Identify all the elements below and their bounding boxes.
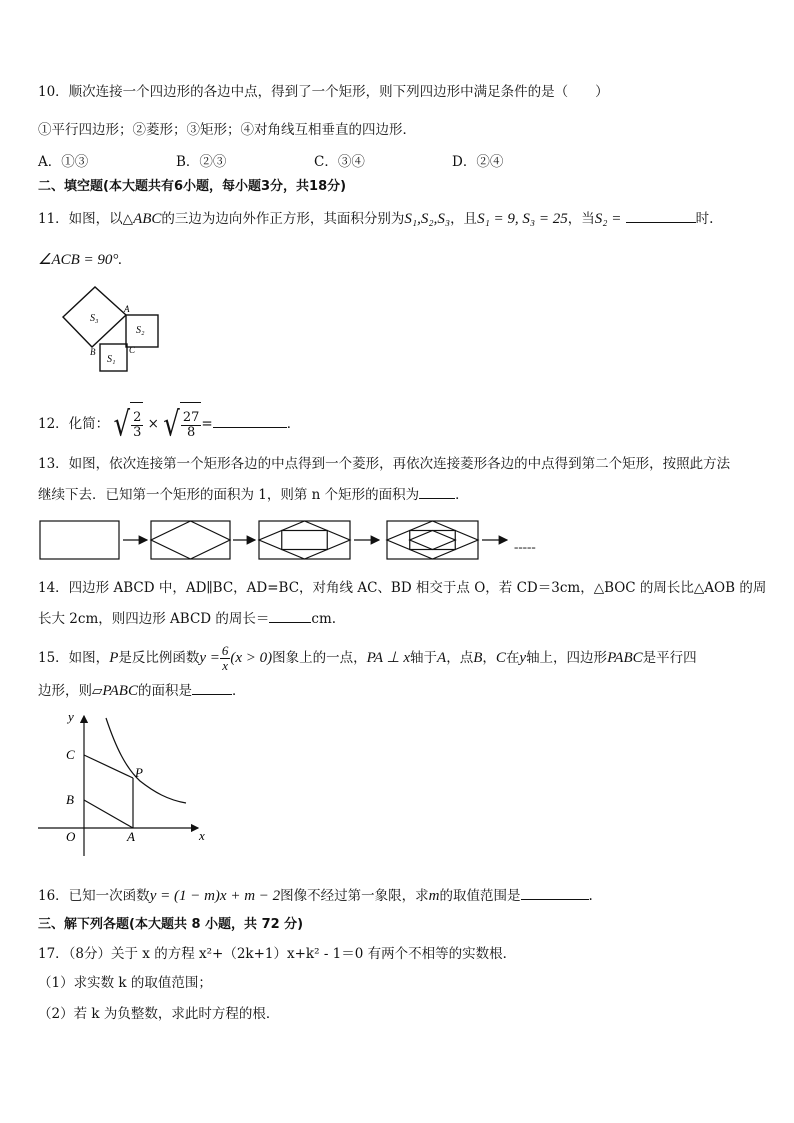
q15-a: A (437, 650, 447, 666)
q15-t7: 轴上，四边形 (526, 650, 608, 666)
q11-pre: 11．如图，以△ (38, 211, 134, 227)
q11-abc: ABC (133, 211, 162, 227)
q11-stem (38, 208, 713, 229)
q12-pre: 12．化简： (38, 416, 110, 432)
label-a: A (124, 304, 130, 314)
q11-figure (40, 285, 165, 377)
label-x: x (199, 828, 205, 843)
q15-fraction (220, 644, 231, 673)
q13-rect-3 (259, 521, 350, 559)
q13-rhombus-3 (259, 521, 350, 559)
q11-s123: S₁,S₂,S₃ (404, 211, 451, 227)
q13-rect-4 (387, 521, 478, 559)
hyperbola-curve (106, 718, 186, 803)
section-3-heading: 三、解下列各题(本大题共 8 小题，共 72 分) (38, 917, 304, 932)
q14-answer-blank (269, 608, 311, 623)
q15-figure (36, 708, 216, 858)
q13-figure (36, 518, 556, 564)
q14-line2b: cm. (311, 611, 337, 627)
q15-t5: ， (482, 650, 496, 666)
q15-t4: ，点 (446, 650, 474, 666)
q15-line2-pabc: PABC (102, 683, 138, 699)
q11-s2: S₂ = (594, 211, 622, 227)
label-s1: S₁ (107, 354, 116, 365)
q10-option-b: B．②③ (176, 154, 227, 170)
q16-mid: 图像不经过第一象限，求 (280, 888, 429, 904)
q15-line2 (38, 680, 245, 701)
q11-end: 时. (695, 211, 714, 227)
segment-ba (84, 800, 133, 828)
q13-rhombus-2 (151, 521, 230, 559)
q12-frac1-num: 2 (133, 410, 142, 425)
q15-pa: PA ⊥ x (366, 650, 411, 666)
q15-t1: 是反比例函数 (118, 650, 200, 666)
q11-answer-blank (626, 208, 696, 223)
q16-answer-blank (521, 885, 589, 900)
q15-line1 (38, 638, 697, 678)
q16-fn: y = (1 − m)x + m − 2 (149, 888, 281, 904)
q16-m: m (428, 888, 440, 904)
q16-pre: 16．已知一次函数 (38, 888, 150, 904)
section-2-heading: 二、填空题(本大题共有6小题，每小题3分，共18分) (38, 179, 347, 194)
q12-stem (38, 397, 301, 444)
label-c: C (66, 747, 75, 762)
q16-stem (38, 885, 593, 906)
q14-line2 (38, 608, 336, 629)
q15-cond: (x > 0) (230, 650, 273, 666)
q13-line2b: ． (455, 487, 469, 503)
q17-part1: （1）求实数 k 的取值范围； (38, 975, 212, 991)
label-b: B (90, 347, 96, 357)
label-c: C (129, 345, 136, 355)
q15-line2c: ． (231, 683, 246, 699)
q10-option-a: A．①③ (38, 154, 89, 170)
q15-b: B (473, 650, 483, 666)
q13-line1: 13．如图，依次连接第一个矩形各边的中点得到一个菱形，再依次连接菱形各边的中点得到第二个矩形，按照此方法 (38, 456, 731, 472)
q12-sqrt-2: √ $\frac{27}{8}$ (163, 402, 201, 447)
q13-answer-blank (419, 484, 455, 499)
q10-option-c: C．③④ (314, 154, 365, 170)
q13-rect-2 (151, 521, 230, 559)
q13-rect-1 (40, 521, 119, 559)
label-p: P (135, 765, 143, 780)
q15-pre: 15．如图， (38, 650, 110, 666)
q12-frac2-den: 8 (186, 425, 196, 440)
q15-line2a: 边形，则▱ (38, 683, 103, 699)
q15-c: C (495, 650, 506, 666)
q14-line1: 14．四边形 ABCD 中，AD∥BC，AD=BC，对角线 AC、BD 相交于点 O，若 CD＝3cm，△BOC 的周长比△AOB 的周 (38, 580, 767, 596)
q15-yeq: y = (199, 650, 220, 666)
label-a: A (127, 829, 135, 844)
q12-frac1-den: 3 (133, 425, 142, 440)
q11-angle: ∠ACB = 90°. (38, 252, 123, 268)
q15-p: P (109, 650, 119, 666)
q16-end: . (588, 888, 593, 904)
q13-dots: ----- (514, 539, 536, 554)
q12-times: × (147, 416, 159, 432)
label-b: B (66, 792, 74, 807)
label-s3: S₃ (90, 313, 99, 324)
q13-line2 (38, 484, 469, 505)
q10-option-d: D．②④ (452, 154, 504, 170)
q15-num: 6 (221, 643, 229, 658)
q13-rhombus-4 (387, 521, 478, 559)
q10-conditions: ①平行四边形；②菱形；③矩形；④对角线互相垂直的四边形． (38, 122, 416, 138)
q15-t6: 在 (505, 650, 520, 666)
q12-frac2-num: 27 (182, 410, 200, 425)
q11-mid: 的三边为边向外作正方形，其面积分别为 (161, 211, 405, 227)
q17-stem: 17．（8分）关于 x 的方程 x²+（2k+1）x+k² - 1＝0 有两个不相等的实数根． (38, 946, 517, 962)
q15-t8: 是平行四 (642, 650, 697, 666)
q13-inner-rhombus-4 (410, 531, 456, 550)
q10-stem: 10．顺次连接一个四边形的各边中点，得到了一个矩形，则下列四边形中满足条件的是（ ） (38, 84, 609, 100)
label-o: O (66, 829, 76, 844)
label-y: y (68, 709, 74, 724)
q13-inner-rect-3 (282, 531, 328, 550)
q14-line2a: 长大 2cm，则四边形 ABCD 的周长＝ (38, 611, 270, 627)
q12-sqrt-1: √ $\frac{2}{3}$ (113, 402, 143, 447)
q17-part2: （2）若 k 为负整数，求此时方程的根． (38, 1006, 280, 1022)
q12-end: ． (286, 416, 301, 432)
q13-line2a: 继续下去．已知第一个矩形的面积为 1，则第 n 个矩形的面积为 (38, 487, 420, 503)
q15-line2b: 的面积是 (137, 683, 192, 699)
q13-inner-rect-4 (410, 531, 456, 550)
label-s2: S₂ (136, 325, 145, 336)
q11-cond: S₁ = 9, S₃ = 25 (477, 211, 568, 227)
q11-mid2: ，且 (450, 211, 478, 227)
q15-y: y (519, 650, 527, 666)
q16-mid2: 的取值范围是 (439, 888, 521, 904)
q12-answer-blank (213, 397, 287, 428)
q15-pabc: PABC (607, 650, 643, 666)
q12-eq: = (201, 416, 213, 432)
segment-cp (84, 755, 133, 778)
q11-mid3: ，当 (567, 211, 595, 227)
q15-den: x (222, 658, 229, 673)
q15-t3: 轴于 (410, 650, 438, 666)
q15-t2: 图象上的一点， (272, 650, 367, 666)
q15-answer-blank (192, 680, 232, 695)
